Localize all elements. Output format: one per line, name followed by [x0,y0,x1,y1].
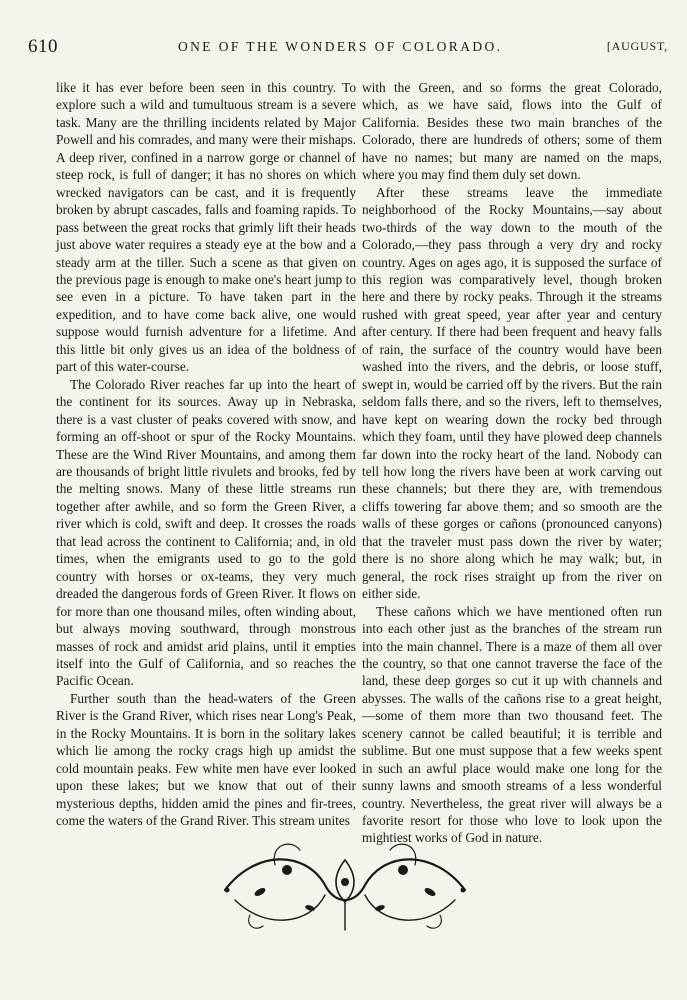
paragraph: like it has ever before been seen in this country. To explore such a wild and tumultuous stream is a severe task. Many are the thrilling incidents related by Major Powell and his comrades, and many were their mishaps. A deep river, confined in a narrow gorge or channel of steep rock, is full of danger; it has no shores on which wrecked navigators can be cast, and it is frequently broken by abrupt cascades, falls and foaming rapids. To pass between the great rocks that grimly lift their heads just above water requires a steady eye at the bow and a steady arm at the tiller. Such a scene as that given on the previous page is enough to make one's heart jump to see even in a picture. To have taken part in the expedition, and to have come back alive, one would suppose would furnish adventure for a lifetime. And this little bit only gives us an idea of the boldness of part of this water-course. [56,80,356,375]
running-header [28,36,668,58]
left-column [56,79,356,829]
page-number: 610 [28,36,58,57]
running-title: ONE OF THE WONDERS OF COLORADO. [178,39,503,54]
paragraph: Further south than the head-waters of the Green River is the Grand River, which rises near Long's Peak, in the Rocky Mountains. It is born in the solitary lakes which lie among the rocky crags high up amidst the cold mountain peaks. Few white men have ever looked upon these lakes; but we know that out of their mysterious depths, hidden amid the pines and fir-trees, come the waters of the Grand River. This stream unites [56,690,356,829]
running-month: [AUGUST, [606,39,668,53]
floral-ornament-icon [215,830,475,940]
right-column [362,79,662,847]
paragraph: After these streams leave the immediate neighborhood of the Rocky Mountains,—say about two-thirds of the way down to the mouth of the Colorado,—they pass through a very dry and rocky country. Ages on ages ago, it is supposed the surface of this region was comparatively level, though broken here and there by rocky peaks. Through it the streams rushed with great speed, year after year and century after century. If there had been frequent and heavy falls of rain, the surface of the country would have been washed into the rivers, and the debris, or loose stuff, swept in, would be carried off by the rivers. But the rain seldom falls there, and so the rivers, left to themselves, have kept on wearing down the rocky bed through which they foam, until they have plowed deep channels far down into the rocky heart of the land. Nobody can tell how long the rivers have been at work carving out these channels; but there they are, with tremendous cliffs towering far above them; and so smooth are the walls of these gorges or cañons (pronounced canyons) that the traveler must pass down the river by water; there is no shore along which he may walk; but, in general, the rock rises straight up from the river on either side. [362,184,662,602]
paragraph: These cañons which we have mentioned often run into each other just as the branches of the stream run into the main channel. There is a maze of them all over the country, so that one cannot traverse the face of the land, these deep gorges so cut it up with channels and abysses. The walls of the cañons rise to a great height,—some of them more than two thousand feet. The scenery cannot be called beautiful; it is terrible and sublime. But one must suppose that a few weeks spent in such an awful place would make one long for the sunny lawns and smooth streams of a less wonderful country. Nevertheless, the great river will always be a favorite resort for those who love to look upon the mightiest works of God in nature. [362,603,662,846]
paragraph: with the Green, and so forms the great Colorado, which, as we have said, flows into the Gulf of California. Besides these two main branches of the Colorado, there are hundreds of others; some of them have no names; but many are named on the maps, where you may find them duly set down. [362,80,662,183]
paragraph: The Colorado River reaches far up into the heart of the continent for its sources. Away up in Nebraska, there is a vast cluster of peaks covered with snow, and forming an off-shoot or spur of the Rocky Mountains. These are the Wind River Mountains, and among them are thousands of bright little rivulets and brooks, fed by the melting snows. Many of these little streams run together after awhile, and so form the Green River, a river which is cold, swift and deep. It crosses the roads that lead across the continent to California; and, in old times, when the emigrants used to go to the gold country with horses or ox-teams, they very much dreaded the dangerous fords of Green River. It flows on for more than one thousand miles, often winding about, but always moving southward, through monstrous masses of rock and amidst arid plains, until it empties itself into the Gulf of California, and so reaches the Pacific Ocean. [56,376,356,689]
